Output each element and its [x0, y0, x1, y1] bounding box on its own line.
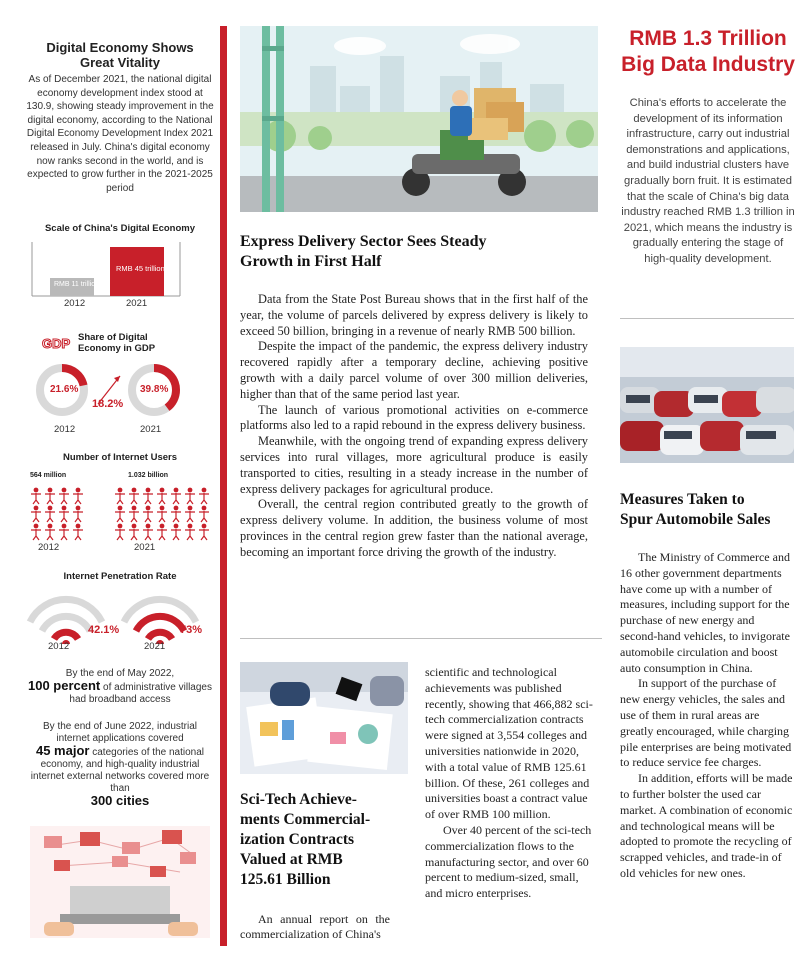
wifi-icon-2012 — [30, 599, 102, 644]
auto-headline: Measures Taken to Spur Automobile Sales — [620, 491, 771, 528]
sidebar-title: Digital Economy Shows Great Vitality — [46, 40, 194, 70]
internet-users-heading: Number of Internet Users — [62, 452, 178, 463]
person-icon — [129, 506, 139, 522]
sidebar-intro: As of December 2021, the national digital economy development index stood at 130.9, showing steady improvement in the digital economy, according to the National Digital Economy Development Index 2021 released in July. China's digital economy now ranks second in the world, and is expected to grow further in the 2021-2025 period — [26, 74, 214, 194]
person-icon — [157, 524, 167, 540]
internet-users-pictogram — [20, 484, 220, 548]
person-icon — [129, 524, 139, 540]
auto-cars-photo — [620, 347, 794, 463]
users-2021-value: 1.032 billion — [128, 472, 169, 479]
person-icon — [45, 488, 55, 504]
digital-economy-sidebar — [20, 26, 220, 946]
person-icon — [199, 524, 209, 540]
person-icon — [59, 524, 69, 540]
penetration-heading: Internet Penetration Rate — [63, 571, 177, 582]
gdp-share-2012: 21.6% — [50, 384, 79, 395]
users-year-2021: 2021 — [134, 542, 156, 553]
broadband-stat: By the end of May 2022, 100 percent of administrative villages had broadband access — [28, 668, 212, 705]
person-icon — [115, 524, 125, 540]
person-icon — [199, 506, 209, 522]
person-icon — [73, 524, 83, 540]
users-year-2012: 2012 — [38, 542, 60, 553]
auto-body: The Ministry of Commerce and 16 other government departments have come up with a number of measures, including support for the purchase of new energy and second-hand vehicles, to invigorate automobile circulation and boost auto consumption in China. In support of the purchase of new energy vehicles, the sales and use of them in rural areas are greatly encouraged, while charging pile enterprises are being motivated to reduce service fee charges. In addition, efforts will be made to further bolster the used car market. A combination of economic and technological means will be adopted to promote the recycling of scrapped vehicles, and trade-in of old vehicles for new ones. — [620, 550, 793, 880]
gdp-year-2021: 2021 — [140, 424, 162, 435]
person-icon — [185, 488, 195, 504]
person-icon — [45, 524, 55, 540]
scale-year-2021: 2021 — [126, 298, 148, 309]
person-icon — [185, 524, 195, 540]
bigdata-headline: RMB 1.3 Trillion Big Data Industry — [621, 27, 795, 76]
person-icon — [31, 524, 41, 540]
gdp-share-2021: 39.8% — [140, 384, 169, 395]
scale-heading: Scale of China's Digital Economy — [44, 223, 196, 234]
person-icon — [143, 524, 153, 540]
penetration-year-2021: 2021 — [144, 641, 166, 652]
person-icon — [115, 488, 125, 504]
person-icon — [143, 488, 153, 504]
scitech-col1: An annual report on the commercialization of China's — [240, 912, 390, 942]
scitech-photo — [240, 662, 408, 774]
person-icon — [129, 488, 139, 504]
person-icon — [59, 488, 69, 504]
scale-year-2012: 2012 — [64, 298, 86, 309]
bigdata-divider — [620, 318, 794, 319]
sidebar-accent-bar — [220, 26, 227, 946]
express-delivery-illustration — [240, 26, 598, 212]
express-headline: Express Delivery Sector Sees Steady Growth in First Half — [240, 233, 487, 270]
penetration-year-2012: 2012 — [48, 641, 70, 652]
person-icon — [171, 488, 181, 504]
person-icon — [115, 506, 125, 522]
express-divider — [240, 638, 602, 639]
industrial-internet-stat: By the end of June 2022, industrial internet applications covered 45 major categories of the national economy, and high-quality industrial internet external networks covered more than 300 cities — [30, 721, 210, 808]
laptop-network-illustration — [30, 826, 210, 938]
penetration-2021: 73% — [180, 624, 203, 636]
person-icon — [73, 488, 83, 504]
gdp-year-2012: 2012 — [54, 424, 76, 435]
gdp-heading: Share of Digital Economy in GDP — [78, 332, 156, 354]
penetration-2012: 42.1% — [88, 624, 120, 636]
gdp-badge: GDP — [42, 336, 71, 351]
person-icon — [185, 506, 195, 522]
person-icon — [171, 524, 181, 540]
person-icon — [73, 506, 83, 522]
person-icon — [31, 506, 41, 522]
gdp-growth: 18.2% — [92, 398, 124, 410]
person-icon — [59, 506, 69, 522]
express-body: Data from the State Post Bureau shows that in the first half of the year, the volume of parcels delivered by express delivery is likely to exceed 50 billion, bringing in a revenue of nearly RMB 500 billion. Despite the impact of the pandemic, the express delivery industry recovered rapidly after a temporary decline, achieving positive growth with a daily parcel volume of over 300 million deliveries, higher than that of the same period last year. The launch of various promotional activities on e-commerce platforms also led to a rapid rebound in the express delivery business. Meanwhile, with the ongoing trend of expanding express delivery services into rural villages, more agricultural produce is easily transported to cities, resulting in a steady increase in the number of express delivery packages for agricultural produce. Overall, the central region contributed greatly to the growth of express delivery volume. In addition, the business volume of most provinces in the central region grew faster than the national average, becoming an important force driving the growth of the industry. — [240, 292, 588, 559]
users-2012-value: 564 million — [30, 472, 67, 479]
person-icon — [31, 488, 41, 504]
person-icon — [157, 506, 167, 522]
scitech-headline: Sci-Tech Achieve- ments Commercial- ization Contracts Valued at RMB 125.61 Billion — [240, 791, 371, 888]
person-icon — [171, 506, 181, 522]
scitech-col2: scientific and technological achievements was published recently, showing that 466,882 sci-tech commercialization contracts were signed at 3,554 colleges and universities nationwide in 2020, with a total value of RMB 125.61 billion. Of these, 261 colleges and universities boast a contract value of over RMB 100 million. Over 40 percent of the sci-tech commercialization flows to the manufacturing sector, and over 60 percent to medium-sized, small, and micro enterprises. — [425, 665, 593, 901]
bar-2012-label: RMB 11 trillion — [54, 281, 99, 288]
wifi-icon-2021 — [124, 599, 196, 644]
bigdata-body: China's efforts to accelerate the development of its information infrastructure, carry out industrial demonstrations and applications, and build industrial clusters have gradually born fruit. It is estimated that the scale of China's big data industry reached RMB 1.3 trillion in 2021, which means the industry is gradually entering the stage of high-quality development. — [621, 97, 795, 265]
person-icon — [45, 506, 55, 522]
person-icon — [157, 488, 167, 504]
bar-2021-label: RMB 45 trillion — [116, 264, 165, 273]
person-icon — [143, 506, 153, 522]
person-icon — [199, 488, 209, 504]
